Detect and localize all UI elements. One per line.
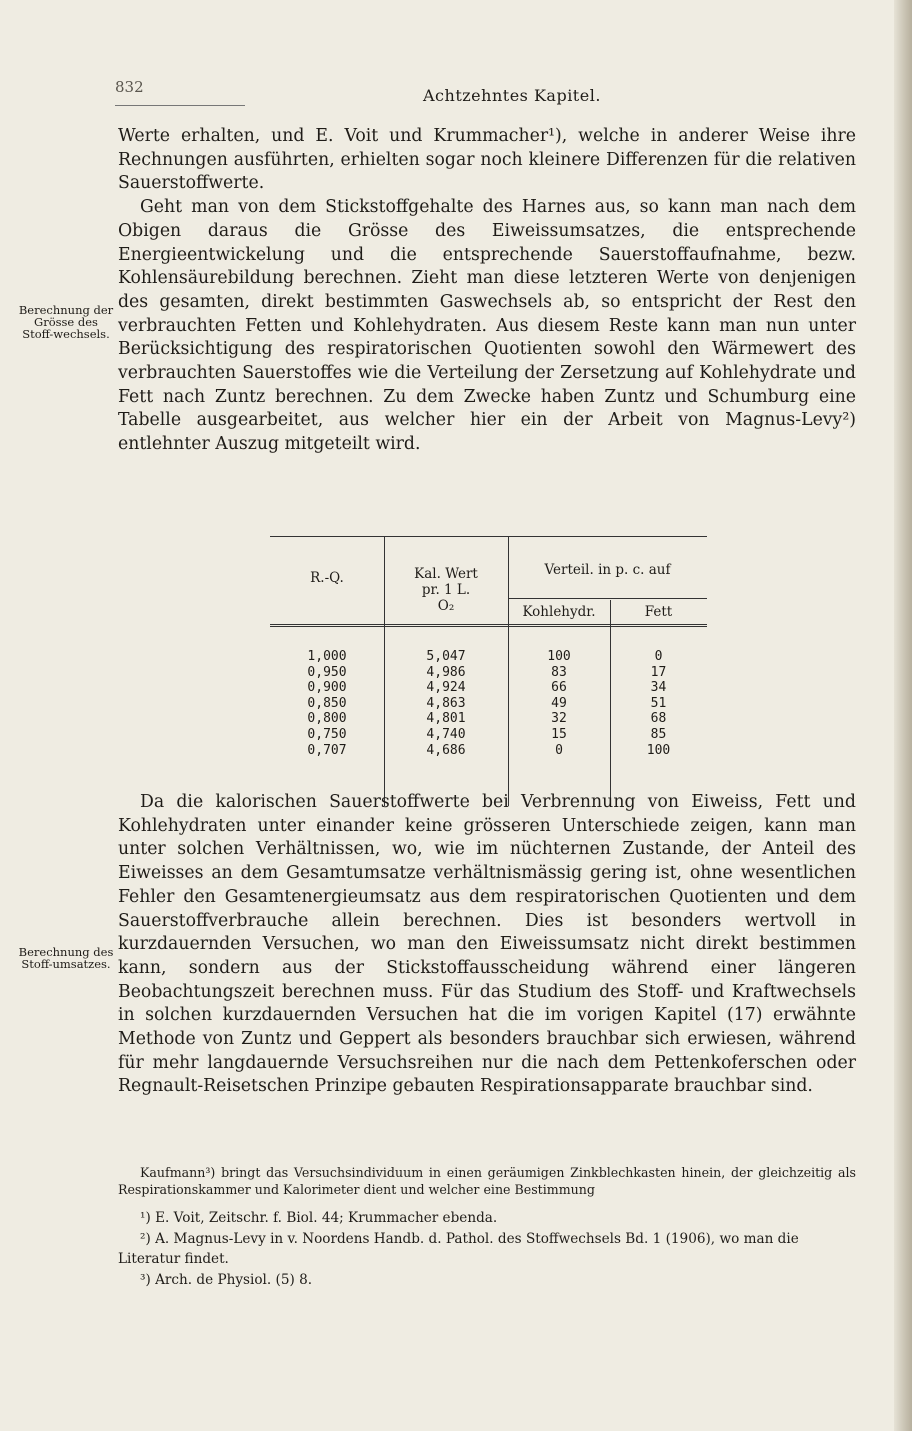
header-fett: Fett (644, 604, 673, 620)
table-header-rule (270, 624, 707, 627)
table-subheader-rule (508, 598, 707, 599)
page-number: 832 (115, 78, 144, 96)
rq-table (270, 536, 707, 806)
small-print-paragraph (118, 1164, 856, 1198)
column-kal-values: 5,047 4,986 4,924 4,863 4,801 4,740 4,686 (426, 649, 466, 758)
paragraph-3: Da die kalorischen Sauerstoffwerte bei Verbrennung von Eiweiss, Fett und Kohlehydraten unter einander keine grösseren Unterschiede zeigen, kann man unter solchen Verhältnissen, wo, wie im nüchternen Zustande, der Anteil des Eiweisses an dem Gesamtumsatze verhältnismässig gering ist, ohne wesentlichen Fehler den Gesamtenergieumsatz aus dem respiratorischen Quotienten und dem Sauerstoffverbrauche allein berechnen. Dies ist besonders wertvoll in kurzdauernden Versuchen, wo man den Eiweissumsatz nicht direkt bestimmen kann, sondern aus der Stickstoffausscheidung während einer längeren Beobachtungszeit berechnen muss. Für das Studium des Stoff- und Kraftwechsels in solchen kurzdauernden Versuchen hat die im vorigen Kapitel (17) erwähnte Methode von Zuntz und Geppert als besonders brauchbar sich erwiesen, während für mehr langdauernde Versuchsreihen nur die nach dem Pettenkoferschen oder Regnault-Reisetschen Prinzipe gebauten Respirationsapparate brauchbar sind. (118, 792, 856, 1097)
page-edge (894, 0, 912, 1431)
paragraph-2: Geht man von dem Stickstoffgehalte des Harnes aus, so kann man nach dem Obigen daraus die Grösse des Eiweissumsatzes, die entsprechende Energieentwickelung und die entsprechende Sauerstoffaufnahme, bezw. Kohlensäurebildung berechnen. Zieht man diese letzteren Werte von denjenigen des gesamten, direkt bestimmten Gaswechsels ab, so entspricht der Rest den verbrauchten Fetten und Kohlehydraten. Aus diesem Reste kann man nun unter Berücksichtigung des respiratorischen Quotienten sowohl den Wärmewert des verbrauchten Sauerstoffes wie die Verteilung der Zersetzung auf Kohlehydrate und Fett nach Zuntz berechnen. Zu dem Zwecke haben Zuntz und Schumburg eine Tabelle ausgearbeitet, aus welcher hier ein der Arbeit von Magnus-Levy²) entlehnter Auszug mitgeteilt wird. (118, 197, 856, 455)
header-kohlehydrate: Kohlehydr. (522, 604, 596, 620)
header-kal-wert: Kal. Wert pr. 1 L. O₂ (414, 566, 478, 614)
chapter-title: Achtzehntes Kapitel. (423, 86, 601, 105)
footnote-3: ³) Arch. de Physiol. (5) 8. (140, 1271, 313, 1288)
footnotes (118, 1208, 856, 1290)
column-rq-values: 1,000 0,950 0,900 0,850 0,800 0,750 0,707 (307, 649, 347, 758)
header-rq: R.-Q. (310, 570, 344, 586)
page-header (115, 78, 860, 108)
margin-note-stoffwechsel: Berechnung der Grösse des Stoff-wechsels. (18, 303, 114, 341)
column-kohlehydr-values: 100 83 66 49 32 15 0 (547, 649, 571, 758)
footnote-1: ¹) E. Voit, Zeitschr. f. Biol. 44; Krummacher ebenda. (140, 1210, 498, 1226)
body-text-bottom (118, 791, 856, 1099)
body-text-top (118, 125, 856, 457)
paragraph-1: Werte erhalten, und E. Voit und Krummacher¹), welche in anderer Weise ihre Rechnungen ausführten, erhielten sogar noch kleinere Differenzen für die relativen Sauerstoffwerte. (118, 126, 856, 194)
header-verteilung: Verteil. in p. c. auf (544, 562, 671, 578)
column-fett-values: 0 17 34 51 68 85 100 (646, 649, 671, 758)
paragraph-4: Kaufmann³) bringt das Versuchsindividuum in einen geräumigen Zinkblechkasten hinein, der gleichzeitig als Respirationskammer und Kalorimeter dient und welcher eine Bestimmung (118, 1165, 856, 1197)
margin-note-stoffumsatz: Berechnung des Stoff-umsatzes. (18, 945, 114, 971)
header-rule (115, 105, 245, 106)
table-top-rule (270, 536, 707, 537)
footnote-2: ²) A. Magnus-Levy in v. Noordens Handb. d. Pathol. des Stoffwechsels Bd. 1 (1906), wo man die Literatur findet. (118, 1230, 799, 1267)
